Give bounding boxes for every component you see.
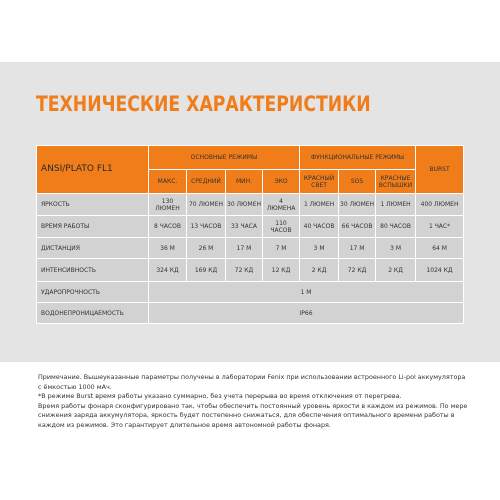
group-burst: BURST — [416, 146, 464, 194]
table-cell: 30 ЛЮМЕН — [339, 194, 376, 216]
notes — [38, 373, 468, 431]
table-cell: IP66 — [149, 303, 464, 324]
table-row-distance — [37, 238, 464, 259]
table-cell: 1 ЛЮМЕН — [376, 194, 416, 216]
table-cell: 17 М — [339, 238, 376, 259]
table-cell: 110 ЧАСОВ — [263, 216, 300, 238]
group-functional-modes: ФУНКЦИОНАЛЬНЫЕ РЕЖИМЫ — [300, 146, 416, 170]
table-cell: 36 М — [149, 238, 187, 259]
table-cell: 80 ЧАСОВ — [376, 216, 416, 238]
table-cell: 12 КД — [263, 259, 300, 282]
mode-header: МАКС. — [149, 170, 187, 194]
row-label: ВОДОНЕПРОНИЦАЕМОСТЬ — [37, 303, 149, 324]
mode-header: МИН. — [226, 170, 263, 194]
mode-header: ЭКО — [263, 170, 300, 194]
row-label: ИНТЕНСИВНОСТЬ — [37, 259, 149, 282]
table-row-runtime — [37, 216, 464, 238]
spec-table — [36, 145, 464, 324]
mode-header: СРЕДНИЙ — [187, 170, 226, 194]
note-paragraph: Примечание. Вышеуказанные параметры получены в лаборатории Fenix при использовании встроенного Li-pol аккумулятора с ёмкостью 1000 мАч. — [38, 373, 466, 391]
table-cell: 8 ЧАСОВ — [149, 216, 187, 238]
row-label: ЯРКОСТЬ — [37, 194, 149, 216]
table-row-brightness — [37, 194, 464, 216]
table-cell: 33 ЧАСА — [226, 216, 263, 238]
table-cell: 169 КД — [187, 259, 226, 282]
row-label: УДАРОПРОЧНОСТЬ — [37, 282, 149, 303]
table-cell: 2 КД — [376, 259, 416, 282]
table-cell: 40 ЧАСОВ — [300, 216, 339, 238]
table-cell: 400 ЛЮМЕН — [416, 194, 464, 216]
table-cell: 7 М — [263, 238, 300, 259]
mode-header: КРАСНЫЙ СВЕТ — [300, 170, 339, 194]
table-cell: 26 М — [187, 238, 226, 259]
table-row-intensity — [37, 259, 464, 282]
table-cell: 70 ЛЮМЕН — [187, 194, 226, 216]
page-title: ТЕХНИЧЕСКИЕ ХАРАКТЕРИСТИКИ — [36, 92, 371, 116]
note-paragraph: Время работы фонаря сконфигурировано так, чтобы обеспечить постоянный уровень яркости в каждом из режимов. По мере снижения заряда аккумулятора, яркость будет постепенно снижаться, для обеспечения оптимального времени работы в каждом из режимов. Это гарантирует длительное время автономной работы фонаря. — [38, 401, 468, 429]
table-cell: 3 М — [376, 238, 416, 259]
table-cell: 324 КД — [149, 259, 187, 282]
model-name: ANSI/PLATO FL1 — [37, 146, 149, 194]
mode-header: КРАСНЫЕ ВСПЫШКИ — [376, 170, 416, 194]
table-cell: 3 М — [300, 238, 339, 259]
table-cell: 1 ЧАС* — [416, 216, 464, 238]
note-paragraph: *В режиме Burst время работы указано суммарно, без учета перерыва во время отключения от перегрева. — [38, 392, 402, 401]
table-cell: 2 КД — [300, 259, 339, 282]
table-cell: 64 М — [416, 238, 464, 259]
table-cell: 4 ЛЮМЕНА — [263, 194, 300, 216]
table-cell: 13 ЧАСОВ — [187, 216, 226, 238]
table-cell: 130 ЛЮМЕН — [149, 194, 187, 216]
table-cell: 72 КД — [339, 259, 376, 282]
table-row-impact — [37, 282, 464, 303]
row-label: ДИСТАНЦИЯ — [37, 238, 149, 259]
table-row-water — [37, 303, 464, 324]
row-label: ВРЕМЯ РАБОТЫ — [37, 216, 149, 238]
table-cell: 1024 КД — [416, 259, 464, 282]
table-cell: 72 КД — [226, 259, 263, 282]
mode-header: SOS — [339, 170, 376, 194]
table-cell: 1 М — [149, 282, 464, 303]
table-cell: 17 М — [226, 238, 263, 259]
header-row-groups — [37, 146, 464, 170]
table-cell: 66 ЧАСОВ — [339, 216, 376, 238]
table-cell: 1 ЛЮМЕН — [300, 194, 339, 216]
group-main-modes: ОСНОВНЫЕ РЕЖИМЫ — [149, 146, 300, 170]
table-cell: 30 ЛЮМЕН — [226, 194, 263, 216]
